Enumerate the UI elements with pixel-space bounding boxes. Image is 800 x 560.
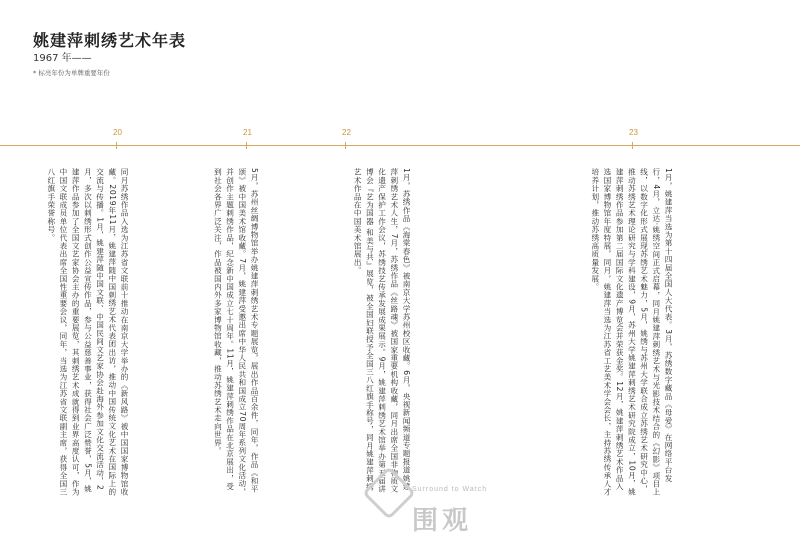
year-entry-21: 5月，苏州丝绸博物馆举办姚建萍刺绣艺术专题展览，展出作品百余件，同年，作品《和平颂》被中国美术馆收藏。7月，姚建萍受邀出席中华人民共和国成立70周年系列文化活动，并创作主题刺绣作品，纪念新中国成立七十周年。11月，姚建萍刺绣作品在北京展出，受到社会各界广泛关注，作品被国内外多家博物馆收藏，推动苏绣艺术走向世界。 bbox=[213, 168, 259, 496]
watermark-english: Surround to Watch bbox=[412, 486, 488, 493]
since-label: 1967 年—— bbox=[33, 53, 92, 64]
watermark-chinese: 围观 bbox=[412, 506, 473, 536]
highlight-note: * 标亮年份为单牌重要年份 bbox=[33, 69, 110, 77]
year-entry-22: 1月，苏绣作品《海棠春色》被南京大学苏州校区收藏。6月，央视新闻频道专题报道姚建萍刺绣艺术人生，7月，苏绣作品《丝路魂》被国家重要机构收藏，同月出席全国非物质文化遗产保护工作会议，苏绣技艺传承发展成果展示。9月，姚建萍刺绣艺术馆举办第五届讲博会『艺为国器 和美与共』展览，被全国妇联授予全国三八红旗手称号，同月姚建萍刺绣艺术作品在中国美术馆展出。 bbox=[353, 168, 411, 494]
timeline-tick: 20 bbox=[113, 128, 122, 137]
timeline-tick: 23 bbox=[629, 128, 638, 137]
year-entry-20: 同月苏绣作品入选为江苏省文联前十推动在南京大学举办的《新风路》被中国国家博物馆收藏。2019年11月，姚建萍随中国刺绣艺术代表团出访，推动中国传统文化艺术在国际上的交流与传播。1月，姚建萍随中国文联、中国民间文艺家协会赴海外参加文化交流活动，2月，多次以刺绣形式创作公益宣传作品，参与公益慈善事业，获得社会广泛赞誉，5月，姚建萍作品参加了全国文艺家协会主办的重要展览，其刺绣艺术成就得到业界高度认可，作为中国文联成员单位代表出席全国性重要会议，同年，当选为江苏省文联副主席，获得全国三八红旗手荣誉称号。 bbox=[46, 168, 129, 496]
page-title: 姚建萍刺绣艺术年表 bbox=[33, 31, 187, 50]
timeline-line bbox=[0, 145, 800, 146]
timeline-tick: 22 bbox=[342, 128, 351, 137]
timeline-tick: 21 bbox=[243, 128, 252, 137]
year-entry-23: 1月，姚建萍当选为第十四届全国人大代表。3月，苏绣数字藏品《母爱》在网络平台发行，4月，立达·姚绣空间正式启幕，同月姚建萍刺绣艺术与光影技术结合的《幻影》项目上线，以数字化形式展现苏绣艺术魅力，5月，姚绣与苏州大学联合成立苏绣艺术研究中心，推动苏绣艺术理论研究与学科建设，9月，苏州大学姚建萍刺绣艺术研究院成立，10月，姚建萍刺绣作品参加第二届国际文化遗产博览会并荣获金奖。12月，姚建萍刺绣艺术作品入选国家博物馆年度特展，同月，姚建萍当选为江苏省工艺美术学会会长，主持苏绣传承人才培养计划，推动苏绣高质量发展。 bbox=[590, 168, 673, 497]
